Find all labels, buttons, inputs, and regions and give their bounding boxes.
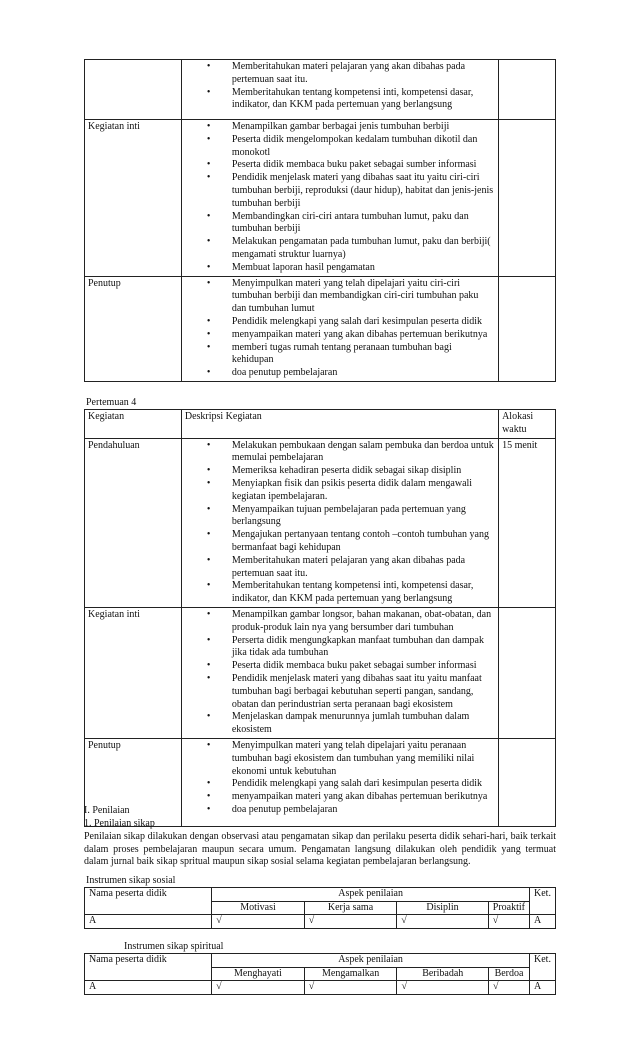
instrument-table-social: [84, 887, 556, 929]
list-item: • Melakukan pembukaan dengan salam pembuka dan berdoa untuk memulai pembelajaran: [207, 440, 495, 466]
list-item: • Menyimpulkan materi yang telah dipelajari yaitu ciri-ciri tumbuhan berbiji dan membandigkan ciri-ciri tumbuhan paku dan tumbuhan lumut: [207, 278, 495, 316]
table-row: [85, 120, 556, 277]
aspect-label: Berdoa: [489, 967, 530, 981]
list-item: • Membandingkan ciri-ciri antara tumbuhan lumut, paku dan tumbuhan berbiji: [207, 211, 495, 237]
time-cell: [499, 607, 556, 738]
header-aspect: Aspek penilaian: [212, 888, 530, 902]
list-item: • Memberitahukan materi pelajaran yang akan dibahas pada pertemuan saat itu.: [207, 555, 495, 581]
aspect-label: Proaktif: [488, 901, 529, 915]
table-row: [85, 438, 556, 607]
header-ket: Ket.: [530, 954, 556, 968]
activity-table-meeting-4: [84, 409, 556, 827]
list-item: • Mengajukan pertanyaan tentang contoh –contoh tumbuhan yang bermanfaat bagi kehidupan: [207, 529, 495, 555]
list-item: • Pendidik melengkapi yang salah dari kesimpulan peserta didik: [207, 778, 495, 791]
list-item: • Peserta didik membaca buku paket sebagai sumber informasi: [207, 159, 495, 172]
list-item: • Melakukan pengamatan pada tumbuhan lumut, paku dan berbiji( mengamati struktur luarnya): [207, 236, 495, 262]
instrument-title-social: Instrumen sikap sosial: [86, 875, 176, 886]
student-name: A: [85, 915, 212, 929]
activity-label: Penutup: [85, 276, 182, 381]
list-item: • Menampilkan gambar longsor, bahan makanan, obat-obatan, dan produk-produk lain nya yang bersumber dari tumbuhan: [207, 609, 495, 635]
table-header-row: [85, 954, 556, 968]
check-mark: √: [488, 915, 529, 929]
activity-label: [85, 60, 182, 120]
list-item: • Pendidik menjelask materi yang dibahas saat itu yaitu manfaat tumbuhan bagi berbagai kebutuhan seperti pangan, sandang, obatan dan perindustrian serta peranaan bagi ekosistem: [207, 673, 495, 711]
activity-description: [181, 438, 498, 607]
aspect-label: Motivasi: [212, 901, 305, 915]
empty-cell: [85, 901, 212, 915]
student-name: A: [85, 981, 212, 995]
aspect-label: Menghayati: [212, 967, 305, 981]
check-mark: √: [397, 915, 489, 929]
ket-value: A: [530, 981, 556, 995]
assessment-paragraph: Penilaian sikap dilakukan dengan observasi atau pengamatan sikap dan perilaku peserta didik sehari-hari, baik terkait dalam proses pembelajaran maupun secara umum. Pengamatan langsung dilakukan oleh pendidik yang termuat dalam jurnal baik sikap spritual maupun sikap sosial selama kegiatan pembelajaran berlangsung.: [84, 831, 556, 867]
section-subtitle: 1. Penilaian sikap: [84, 818, 155, 829]
list-item: • Peserta didik membaca buku paket sebagai sumber informasi: [207, 660, 495, 673]
empty-cell: [530, 901, 556, 915]
header-ket: Ket.: [530, 888, 556, 902]
time-cell: 15 menit: [499, 438, 556, 607]
list-item: • doa penutup pembelajaran: [207, 367, 495, 380]
header-alokasi: Alokasi waktu: [499, 410, 556, 439]
list-item: • Pendidik menjelask materi yang dibahas saat itu yaitu ciri-ciri tumbuhan berbiji, reproduksi (daur hidup), habitat dan jenis-jenis tumbuhan berbiji: [207, 172, 495, 210]
table-row: [85, 915, 556, 929]
activity-description: [181, 276, 498, 381]
table-header-row: [85, 410, 556, 439]
check-mark: √: [212, 981, 305, 995]
table-row: [85, 738, 556, 826]
header-name: Nama peserta didik: [85, 888, 212, 902]
list-item: • Menyimpulkan materi yang telah dipelajari yaitu peranaan tumbuhan bagi ekosistem dan tumbuhan yang memiliki nilai ekonomi untuk kebutuhan: [207, 740, 495, 778]
list-item: • Menyiapkan fisik dan psikis peserta didik dalam mengawali kegiatan ipembelajaran.: [207, 478, 495, 504]
check-mark: √: [489, 981, 530, 995]
activity-table-continued: [84, 59, 556, 382]
list-item: • Peserta didik mengelompokan kedalam tumbuhan dikotil dan monokotl: [207, 134, 495, 160]
table-header-row: [85, 901, 556, 915]
ket-value: A: [530, 915, 556, 929]
list-item: • Memberitahukan materi pelajaran yang akan dibahas pada pertemuan saat itu.: [207, 61, 495, 87]
activity-label: Pendahuluan: [85, 438, 182, 607]
list-item: • memberi tugas rumah tentang peranaan tumbuhan bagi kehidupan: [207, 342, 495, 368]
header-name: Nama peserta didik: [85, 954, 212, 968]
list-item: • Memeriksa kehadiran peserta didik sebagai sikap disiplin: [207, 465, 495, 478]
activity-label: Penutup: [85, 738, 182, 826]
instrument-title-spiritual: Instrumen sikap spiritual: [124, 941, 224, 952]
list-item: • doa penutup pembelajaran: [207, 804, 495, 817]
time-cell: [499, 120, 556, 277]
activity-description: [181, 738, 498, 826]
table-row: [85, 607, 556, 738]
activity-description: [181, 120, 498, 277]
list-item: • Menyampaikan tujuan pembelajaran pada pertemuan yang berlangsung: [207, 504, 495, 530]
aspect-label: Mengamalkan: [304, 967, 397, 981]
check-mark: √: [397, 981, 489, 995]
section-title: I. Penilaian: [84, 805, 130, 816]
activity-description: [181, 607, 498, 738]
check-mark: √: [304, 915, 396, 929]
table-header-row: [85, 888, 556, 902]
list-item: • menyampaikan materi yang akan dibahas pertemuan berikutnya: [207, 791, 495, 804]
time-cell: [499, 738, 556, 826]
list-item: • Pendidik melengkapi yang salah dari kesimpulan peserta didik: [207, 316, 495, 329]
aspect-label: Kerja sama: [304, 901, 396, 915]
list-item: • Menjelaskan dampak menurunnya jumlah tumbuhan dalam ekosistem: [207, 711, 495, 737]
header-aspect: Aspek penilaian: [212, 954, 530, 968]
empty-cell: [530, 967, 556, 981]
list-item: • Perserta didik mengungkapkan manfaat tumbuhan dan dampak jika tidak ada tumbuhan: [207, 635, 495, 661]
list-item: • Menampilkan gambar berbagai jenis tumbuhan berbiji: [207, 121, 495, 134]
aspect-label: Beribadah: [397, 967, 489, 981]
aspect-label: Disiplin: [397, 901, 489, 915]
check-mark: √: [304, 981, 397, 995]
time-cell: [499, 276, 556, 381]
table-header-row: [85, 967, 556, 981]
empty-cell: [85, 967, 212, 981]
activity-description: [181, 60, 498, 120]
activity-label: Kegiatan inti: [85, 120, 182, 277]
list-item: • Memberitahukan tentang kompetensi inti, kompetensi dasar, indikator, dan KKM pada pertemuan yang berlangsung: [207, 580, 495, 606]
header-deskripsi: Deskripsi Kegiatan: [181, 410, 498, 439]
check-mark: √: [212, 915, 305, 929]
instrument-table-spiritual: [84, 953, 556, 995]
list-item: • Memberitahukan tentang kompetensi inti, kompetensi dasar, indikator, dan KKM pada pertemuan yang berlangsung: [207, 87, 495, 113]
header-kegiatan: Kegiatan: [85, 410, 182, 439]
meeting-heading: Pertemuan 4: [86, 397, 137, 408]
table-row: [85, 60, 556, 120]
activity-label: Kegiatan inti: [85, 607, 182, 738]
list-item: • menyampaikan materi yang akan dibahas pertemuan berikutnya: [207, 329, 495, 342]
table-row: [85, 276, 556, 381]
time-cell: [499, 60, 556, 120]
table-row: [85, 981, 556, 995]
list-item: • Membuat laporan hasil pengamatan: [207, 262, 495, 275]
